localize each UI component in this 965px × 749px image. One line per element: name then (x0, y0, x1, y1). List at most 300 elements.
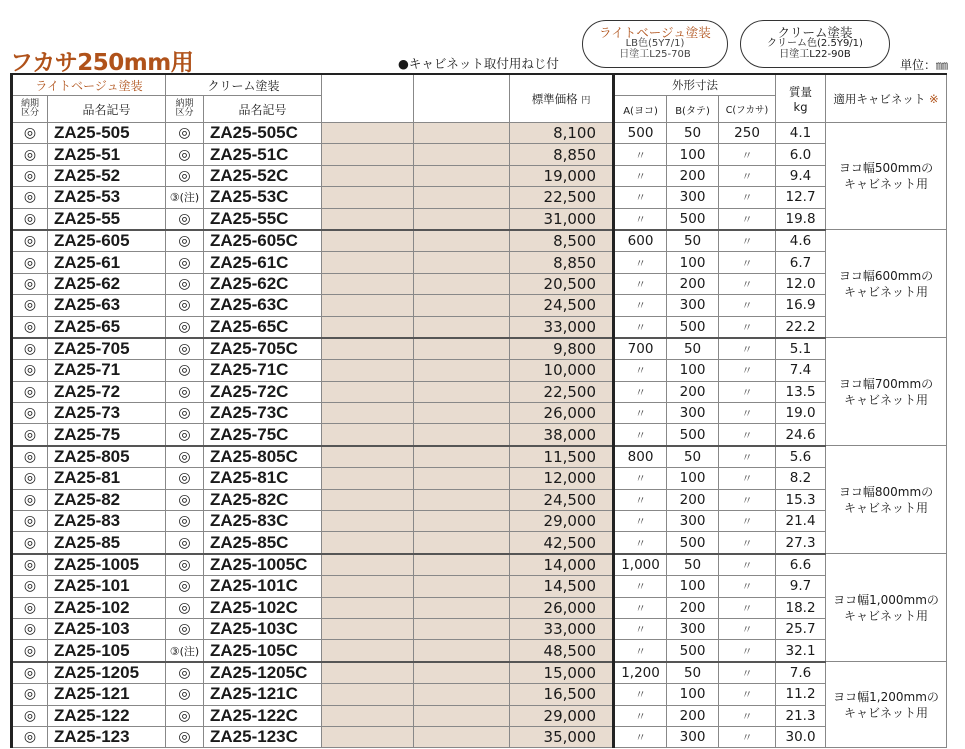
cream-product-code: ZA25-73C (204, 403, 322, 424)
blank-cell (322, 187, 414, 208)
lb-product-code: ZA25-72 (48, 381, 166, 402)
table-row (12, 123, 947, 144)
mass-cell: 12.7 (776, 187, 826, 208)
cream-delivery-mark: ◎ (166, 403, 204, 424)
blank-cell (322, 381, 414, 402)
blank-cell (414, 381, 510, 402)
table-row (12, 489, 947, 510)
mass-cell: 19.8 (776, 208, 826, 230)
cream-product-code: ZA25-55C (204, 208, 322, 230)
badge-color: LB色(5Y7/1) (625, 38, 685, 50)
cream-product-code: ZA25-53C (204, 187, 322, 208)
applicable-cabinet-cell: ヨコ幅500mmの キャビネット用 (826, 123, 947, 230)
price-cell: 26,000 (510, 597, 614, 618)
blank-cell (322, 295, 414, 316)
dim-c-cell: 〃 (719, 316, 776, 338)
cream-delivery-mark: ◎ (166, 576, 204, 597)
price-cell: 35,000 (510, 726, 614, 747)
mass-header (776, 74, 826, 123)
lb-product-code: ZA25-73 (48, 403, 166, 424)
dim-a-cell: 700 (614, 338, 667, 360)
cream-delivery-mark: ◎ (166, 208, 204, 230)
cream-product-code: ZA25-101C (204, 576, 322, 597)
lb-delivery-mark: ◎ (12, 597, 48, 618)
blank-cell (414, 684, 510, 705)
dim-b-cell: 300 (667, 726, 719, 747)
dim-c-cell: 〃 (719, 618, 776, 639)
dim-b-cell: 300 (667, 295, 719, 316)
dim-b-cell: 300 (667, 187, 719, 208)
blank-cell (414, 662, 510, 684)
cream-delivery-mark: ◎ (166, 597, 204, 618)
cream-delivery-mark: ◎ (166, 705, 204, 726)
dim-c-cell: 〃 (719, 705, 776, 726)
lb-delivery-mark: ◎ (12, 187, 48, 208)
dim-a-cell: 〃 (614, 424, 667, 446)
dim-a-cell: 〃 (614, 208, 667, 230)
mass-cell: 21.3 (776, 705, 826, 726)
dim-b-cell: 500 (667, 424, 719, 446)
dim-b-header: B(タテ) (667, 96, 719, 123)
lb-product-code: ZA25-103 (48, 618, 166, 639)
lb-product-code: ZA25-123 (48, 726, 166, 747)
page-title: フカサ250mm用 (10, 50, 194, 76)
table-row (12, 705, 947, 726)
dim-b-cell: 200 (667, 165, 719, 186)
dim-b-cell: 300 (667, 511, 719, 532)
price-unit: 円 (581, 95, 591, 106)
dim-a-cell: 〃 (614, 360, 667, 381)
lb-delivery-mark: ◎ (12, 726, 48, 747)
blank-cell (322, 446, 414, 468)
price-cell: 14,000 (510, 554, 614, 576)
dim-b-cell: 200 (667, 273, 719, 294)
table-row (12, 165, 947, 186)
mass-cell: 9.4 (776, 165, 826, 186)
lb-product-code: ZA25-83 (48, 511, 166, 532)
price-cell: 19,000 (510, 165, 614, 186)
dim-b-cell: 50 (667, 554, 719, 576)
blank-cell (414, 511, 510, 532)
blank-cell (322, 489, 414, 510)
table-row (12, 424, 947, 446)
lb-delivery-mark: ◎ (12, 144, 48, 165)
table-row (12, 403, 947, 424)
dim-a-header: A(ヨコ) (614, 96, 667, 123)
mass-cell: 8.2 (776, 468, 826, 489)
price-cell: 29,000 (510, 511, 614, 532)
lb-product-code: ZA25-505 (48, 123, 166, 144)
blank-cell (414, 338, 510, 360)
lb-delivery-mark: ◎ (12, 252, 48, 273)
blank-cell (414, 403, 510, 424)
dim-a-cell: 500 (614, 123, 667, 144)
blank-cell (414, 208, 510, 230)
price-header (510, 74, 614, 123)
price-cell: 29,000 (510, 705, 614, 726)
table-row (12, 511, 947, 532)
cream-product-code: ZA25-81C (204, 468, 322, 489)
dim-b-cell: 50 (667, 662, 719, 684)
cream-delivery-mark: ◎ (166, 684, 204, 705)
dim-c-cell: 〃 (719, 532, 776, 554)
cream-product-code: ZA25-121C (204, 684, 322, 705)
cream-delivery-mark: ◎ (166, 360, 204, 381)
price-cell: 16,500 (510, 684, 614, 705)
table-body (12, 123, 947, 748)
blank-cell (322, 273, 414, 294)
table-row (12, 446, 947, 468)
blank-cell (414, 640, 510, 662)
blank-cell (322, 165, 414, 186)
cream-product-code: ZA25-52C (204, 165, 322, 186)
cream-delivery-mark: ◎ (166, 295, 204, 316)
lb-delivery-mark: ◎ (12, 446, 48, 468)
price-cell: 15,000 (510, 662, 614, 684)
mass-cell: 18.2 (776, 597, 826, 618)
dim-c-cell: 〃 (719, 576, 776, 597)
mass-cell: 6.6 (776, 554, 826, 576)
price-cell: 42,500 (510, 532, 614, 554)
dim-a-cell: 〃 (614, 640, 667, 662)
cream-product-code: ZA25-51C (204, 144, 322, 165)
lb-product-code: ZA25-101 (48, 576, 166, 597)
price-cell: 10,000 (510, 360, 614, 381)
price-cell: 22,500 (510, 187, 614, 208)
lb-delivery-mark: ◎ (12, 554, 48, 576)
lb-product-code: ZA25-105 (48, 640, 166, 662)
blank-cell (322, 662, 414, 684)
price-cell: 48,500 (510, 640, 614, 662)
lb-product-code: ZA25-121 (48, 684, 166, 705)
blank-cell (322, 316, 414, 338)
dim-c-cell: 〃 (719, 640, 776, 662)
dim-a-cell: 〃 (614, 252, 667, 273)
cream-delivery-mark: ◎ (166, 489, 204, 510)
blank-cell (322, 338, 414, 360)
dim-c-cell: 〃 (719, 554, 776, 576)
cream-product-code: ZA25-122C (204, 705, 322, 726)
dim-b-cell: 200 (667, 705, 719, 726)
blank-cell (322, 208, 414, 230)
lb-product-code: ZA25-1205 (48, 662, 166, 684)
blank-cell (414, 446, 510, 468)
dim-b-cell: 50 (667, 230, 719, 252)
blank-cell (322, 640, 414, 662)
price-cell: 8,500 (510, 230, 614, 252)
applicable-note-mark: ※ (929, 91, 939, 106)
cream-delivery-mark: ◎ (166, 726, 204, 747)
dim-b-cell: 100 (667, 360, 719, 381)
cream-delivery-mark: ◎ (166, 316, 204, 338)
light-beige-finish-badge (582, 20, 728, 68)
dim-b-cell: 50 (667, 446, 719, 468)
lb-product-code: ZA25-85 (48, 532, 166, 554)
dim-b-cell: 500 (667, 532, 719, 554)
blank-cell (414, 295, 510, 316)
delivery-header: 納期 区分 (166, 96, 204, 123)
blank-cell (414, 252, 510, 273)
price-header-label: 標準価格 (531, 91, 578, 106)
lb-delivery-mark: ◎ (12, 489, 48, 510)
dim-c-cell: 〃 (719, 597, 776, 618)
dim-a-cell: 〃 (614, 618, 667, 639)
lb-delivery-mark: ◎ (12, 640, 48, 662)
dim-b-cell: 300 (667, 403, 719, 424)
cream-product-code: ZA25-85C (204, 532, 322, 554)
lb-product-code: ZA25-65 (48, 316, 166, 338)
mass-cell: 12.0 (776, 273, 826, 294)
table-row (12, 381, 947, 402)
blank-cell (322, 532, 414, 554)
blank-cell (414, 532, 510, 554)
cream-delivery-mark: ◎ (166, 381, 204, 402)
table-row (12, 662, 947, 684)
lb-product-code: ZA25-53 (48, 187, 166, 208)
table-row (12, 684, 947, 705)
table-row (12, 468, 947, 489)
cream-delivery-mark: ◎ (166, 230, 204, 252)
delivery-header: 納期 区分 (12, 96, 48, 123)
dim-a-cell: 〃 (614, 684, 667, 705)
blank-cell (322, 468, 414, 489)
dim-a-cell: 〃 (614, 532, 667, 554)
blank-cell (414, 187, 510, 208)
mass-cell: 7.4 (776, 360, 826, 381)
lb-delivery-mark: ◎ (12, 424, 48, 446)
unit-label: 単位：㎜ (900, 58, 949, 72)
cream-product-code: ZA25-61C (204, 252, 322, 273)
mass-cell: 30.0 (776, 726, 826, 747)
dim-a-cell: 〃 (614, 468, 667, 489)
lb-delivery-mark: ◎ (12, 618, 48, 639)
dim-c-cell: 〃 (719, 187, 776, 208)
table-row (12, 618, 947, 639)
blank-cell (322, 403, 414, 424)
dim-b-cell: 500 (667, 640, 719, 662)
blank-cell (414, 554, 510, 576)
blank-cell (322, 230, 414, 252)
mass-cell: 22.2 (776, 316, 826, 338)
price-cell: 33,000 (510, 618, 614, 639)
dim-a-cell: 〃 (614, 511, 667, 532)
dim-c-cell: 〃 (719, 381, 776, 402)
cream-product-code: ZA25-75C (204, 424, 322, 446)
mass-cell: 16.9 (776, 295, 826, 316)
blank-cell (322, 705, 414, 726)
dim-c-header: C(フカサ) (719, 96, 776, 123)
lb-product-code: ZA25-52 (48, 165, 166, 186)
cream-product-code: ZA25-63C (204, 295, 322, 316)
table-row (12, 338, 947, 360)
dim-b-cell: 500 (667, 316, 719, 338)
mass-cell: 25.7 (776, 618, 826, 639)
lb-product-code: ZA25-62 (48, 273, 166, 294)
dim-c-cell: 〃 (719, 424, 776, 446)
lb-delivery-mark: ◎ (12, 208, 48, 230)
lb-delivery-mark: ◎ (12, 684, 48, 705)
cream-finish-badge (740, 20, 890, 68)
dim-b-cell: 200 (667, 381, 719, 402)
dim-a-cell: 1,000 (614, 554, 667, 576)
dim-c-cell: 〃 (719, 726, 776, 747)
price-table (10, 73, 947, 748)
lb-delivery-mark: ◎ (12, 662, 48, 684)
cream-product-code: ZA25-72C (204, 381, 322, 402)
applicable-cabinet-cell: ヨコ幅1,200mmの キャビネット用 (826, 662, 947, 748)
lb-delivery-mark: ◎ (12, 316, 48, 338)
mass-cell: 19.0 (776, 403, 826, 424)
mass-cell: 11.2 (776, 684, 826, 705)
lb-delivery-mark: ◎ (12, 403, 48, 424)
mass-cell: 15.3 (776, 489, 826, 510)
table-row (12, 295, 947, 316)
blank-cell (322, 123, 414, 144)
blank-cell (322, 684, 414, 705)
applicable-cabinet-cell: ヨコ幅600mmの キャビネット用 (826, 230, 947, 338)
price-cell: 22,500 (510, 381, 614, 402)
cream-delivery-mark: ③(注) (166, 640, 204, 662)
badge-code: 日塗工L25-70B (619, 48, 691, 60)
dim-c-cell: 250 (719, 123, 776, 144)
mass-cell: 6.0 (776, 144, 826, 165)
dim-c-cell: 〃 (719, 684, 776, 705)
table-row (12, 230, 947, 252)
screw-note: ●キャビネット取付用ねじ付 (398, 56, 559, 71)
lb-delivery-mark: ◎ (12, 511, 48, 532)
cream-product-code: ZA25-805C (204, 446, 322, 468)
blank-cell (322, 576, 414, 597)
mass-unit: kg (793, 99, 808, 114)
blank-cell (322, 144, 414, 165)
table-row (12, 640, 947, 662)
table-row (12, 554, 947, 576)
lb-delivery-mark: ◎ (12, 705, 48, 726)
table-row (12, 597, 947, 618)
blank-cell (414, 726, 510, 747)
table-row (12, 187, 947, 208)
cream-product-code: ZA25-123C (204, 726, 322, 747)
dim-b-cell: 100 (667, 576, 719, 597)
mass-cell: 4.6 (776, 230, 826, 252)
dim-b-cell: 100 (667, 684, 719, 705)
lb-product-code: ZA25-81 (48, 468, 166, 489)
blank-cell (414, 165, 510, 186)
mass-cell: 4.1 (776, 123, 826, 144)
dim-c-cell: 〃 (719, 511, 776, 532)
blank-cell (322, 252, 414, 273)
lb-product-code: ZA25-102 (48, 597, 166, 618)
cream-delivery-mark: ◎ (166, 252, 204, 273)
applicable-cabinet-cell: ヨコ幅700mmの キャビネット用 (826, 338, 947, 446)
badge-title: ライトベージュ塗装 (599, 25, 711, 40)
price-cell: 38,000 (510, 424, 614, 446)
dim-b-cell: 100 (667, 252, 719, 273)
mass-cell: 27.3 (776, 532, 826, 554)
cream-delivery-mark: ◎ (166, 144, 204, 165)
table-row (12, 273, 947, 294)
cream-product-code: ZA25-105C (204, 640, 322, 662)
blank-header (322, 74, 414, 123)
price-cell: 9,800 (510, 338, 614, 360)
blank-cell (322, 511, 414, 532)
dim-c-cell: 〃 (719, 252, 776, 273)
dim-a-cell: 〃 (614, 295, 667, 316)
cream-product-code: ZA25-102C (204, 597, 322, 618)
dim-a-cell: 〃 (614, 187, 667, 208)
blank-cell (322, 597, 414, 618)
table-row (12, 208, 947, 230)
dim-c-cell: 〃 (719, 230, 776, 252)
mass-cell: 21.4 (776, 511, 826, 532)
lb-product-code: ZA25-705 (48, 338, 166, 360)
dim-a-cell: 〃 (614, 381, 667, 402)
blank-header (414, 74, 510, 123)
dim-a-cell: 〃 (614, 597, 667, 618)
mass-cell: 6.7 (776, 252, 826, 273)
badge-title: クリーム塗装 (777, 25, 853, 40)
applicable-cabinet-cell: ヨコ幅1,000mmの キャビネット用 (826, 554, 947, 662)
lb-delivery-mark: ◎ (12, 360, 48, 381)
price-cell: 8,850 (510, 252, 614, 273)
badge-code: 日塗工L22-90B (779, 48, 851, 60)
dim-b-cell: 200 (667, 597, 719, 618)
mass-cell: 5.6 (776, 446, 826, 468)
dim-c-cell: 〃 (719, 403, 776, 424)
mass-cell: 13.5 (776, 381, 826, 402)
cream-product-code: ZA25-82C (204, 489, 322, 510)
dim-a-cell: 〃 (614, 576, 667, 597)
dim-b-cell: 100 (667, 468, 719, 489)
cream-delivery-mark: ◎ (166, 338, 204, 360)
dim-b-cell: 50 (667, 123, 719, 144)
price-cell: 26,000 (510, 403, 614, 424)
applicable-cabinet-cell: ヨコ幅800mmの キャビネット用 (826, 446, 947, 554)
cream-product-code: ZA25-1005C (204, 554, 322, 576)
cream-product-code: ZA25-505C (204, 123, 322, 144)
blank-cell (414, 597, 510, 618)
table-row (12, 316, 947, 338)
price-cell: 24,500 (510, 295, 614, 316)
table-row (12, 360, 947, 381)
cream-product-code: ZA25-71C (204, 360, 322, 381)
price-cell: 24,500 (510, 489, 614, 510)
lb-product-code: ZA25-1005 (48, 554, 166, 576)
dim-a-cell: 〃 (614, 273, 667, 294)
dim-a-cell: 800 (614, 446, 667, 468)
lb-delivery-mark: ◎ (12, 230, 48, 252)
table-row (12, 726, 947, 747)
code-header: 品名記号 (48, 96, 166, 123)
dim-c-cell: 〃 (719, 662, 776, 684)
mass-cell: 24.6 (776, 424, 826, 446)
lb-delivery-mark: ◎ (12, 576, 48, 597)
table-row (12, 576, 947, 597)
blank-cell (322, 726, 414, 747)
cream-delivery-mark: ◎ (166, 446, 204, 468)
dim-b-cell: 200 (667, 489, 719, 510)
dim-a-cell: 〃 (614, 705, 667, 726)
dim-a-cell: 〃 (614, 489, 667, 510)
dim-b-cell: 300 (667, 618, 719, 639)
blank-cell (414, 424, 510, 446)
lb-delivery-mark: ◎ (12, 295, 48, 316)
mass-cell: 7.6 (776, 662, 826, 684)
cream-delivery-mark: ◎ (166, 662, 204, 684)
lb-product-code: ZA25-122 (48, 705, 166, 726)
lb-delivery-mark: ◎ (12, 468, 48, 489)
cream-product-code: ZA25-605C (204, 230, 322, 252)
